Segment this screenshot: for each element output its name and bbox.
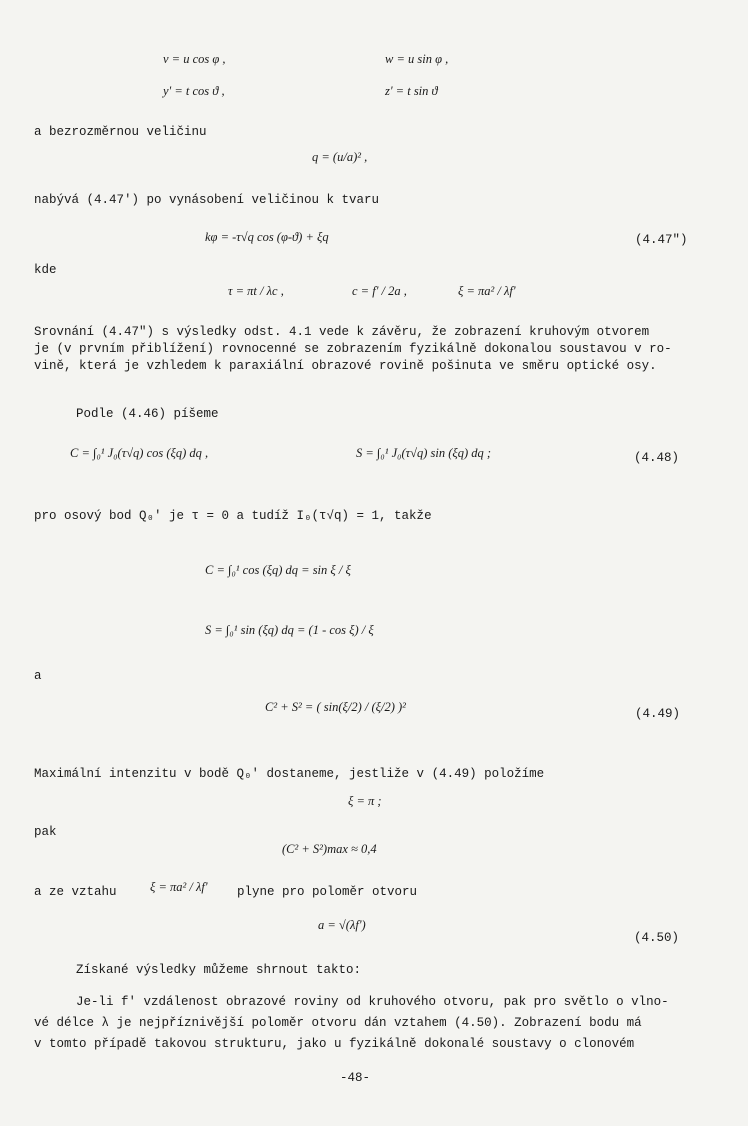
equation-xi-relation: ξ = πa² / λf' [150,880,208,894]
equation-C-sin: C = ∫₀¹ cos (ξq) dq = sin ξ / ξ [205,563,351,577]
text-ziskane: Získané výsledky můžeme shrnout takto: [76,963,362,977]
final-line-3: v tomto případě takovou strukturu, jako u fyzikálně dokonalé soustavy o clonovém [34,1037,635,1051]
equation-4-48-C: C = ∫₀¹ J₀(τ√q) cos (ξq) dq , [70,446,209,460]
equation-label-4-47pp: (4.47") [635,233,688,247]
paragraph-final [34,992,669,1055]
text-kde: kde [34,263,57,277]
text-pak: pak [34,825,57,839]
equation-v: v = u cos φ , [163,52,226,66]
equation-tau: τ = πt / λc , [228,284,284,298]
text-a-ze-vztahu: a ze vztahu [34,885,117,899]
equation-max: (C² + S²)max ≈ 0,4 [282,842,377,856]
text-a: a [34,669,42,683]
text-maximalni: Maximální intenzitu v bodě Q₀' dostaneme, jestliže v (4.49) položíme [34,767,545,781]
srovnani-line-3: vině, která je vzhledem k paraxiální obrazové rovině pošinuta ve směru optické osy. [34,359,657,373]
final-line-1: Je-li f' vzdálenost obrazové roviny od kruhového otvoru, pak pro světlo o vlno- [76,995,669,1009]
equation-S-cos: S = ∫₀¹ sin (ξq) dq = (1 - cos ξ) / ξ [205,623,374,637]
srovnani-line-1: Srovnání (4.47") s výsledky odst. 4.1 vede k závěru, že zobrazení kruhovým otvorem [34,325,650,339]
text-plyne: plyne pro poloměr otvoru [237,885,418,899]
equation-4-49: C² + S² = ( sin(ξ/2) / (ξ/2) )² [265,700,406,714]
equation-q: q = (u/a)² , [312,150,368,164]
text-pro-osovy-bod: pro osový bod Q₀' je τ = 0 a tudíž I₀(τ√q) = 1, takže [34,509,432,523]
text-bezrozmerna: a bezrozměrnou veličinu [34,125,207,139]
equation-y-prime: y' = t cos ϑ , [163,84,225,98]
equation-4-47pp: kφ = -τ√q cos (φ-ϑ) + ξq [205,230,329,244]
equation-z-prime: z' = t sin ϑ [385,84,438,98]
paragraph-srovnani [34,324,672,375]
equation-label-4-49: (4.49) [635,707,681,721]
equation-label-4-50: (4.50) [634,931,680,945]
srovnani-line-2: je (v prvním přiblížení) rovnocenné se zobrazením fyzikálně dokonalou soustavou v ro- [34,342,672,356]
final-line-2: vé délce λ je nejpříznivější poloměr otvoru dán vztahem (4.50). Zobrazení bodu má [34,1016,642,1030]
equation-xi: ξ = πa² / λf' [458,284,516,298]
text-nabyva: nabývá (4.47') po vynásobení veličinou k tvaru [34,193,380,207]
equation-4-48-S: S = ∫₀¹ J₀(τ√q) sin (ξq) dq ; [356,446,492,460]
equation-4-50: a = √(λf') [318,918,366,932]
equation-c: c = f' / 2a , [352,284,407,298]
equation-w: w = u sin φ , [385,52,449,66]
equation-xi-pi: ξ = π ; [348,794,382,808]
equation-label-4-48: (4.48) [634,451,680,465]
text-podle: Podle (4.46) píšeme [76,407,219,421]
page-number: -48- [340,1071,371,1085]
